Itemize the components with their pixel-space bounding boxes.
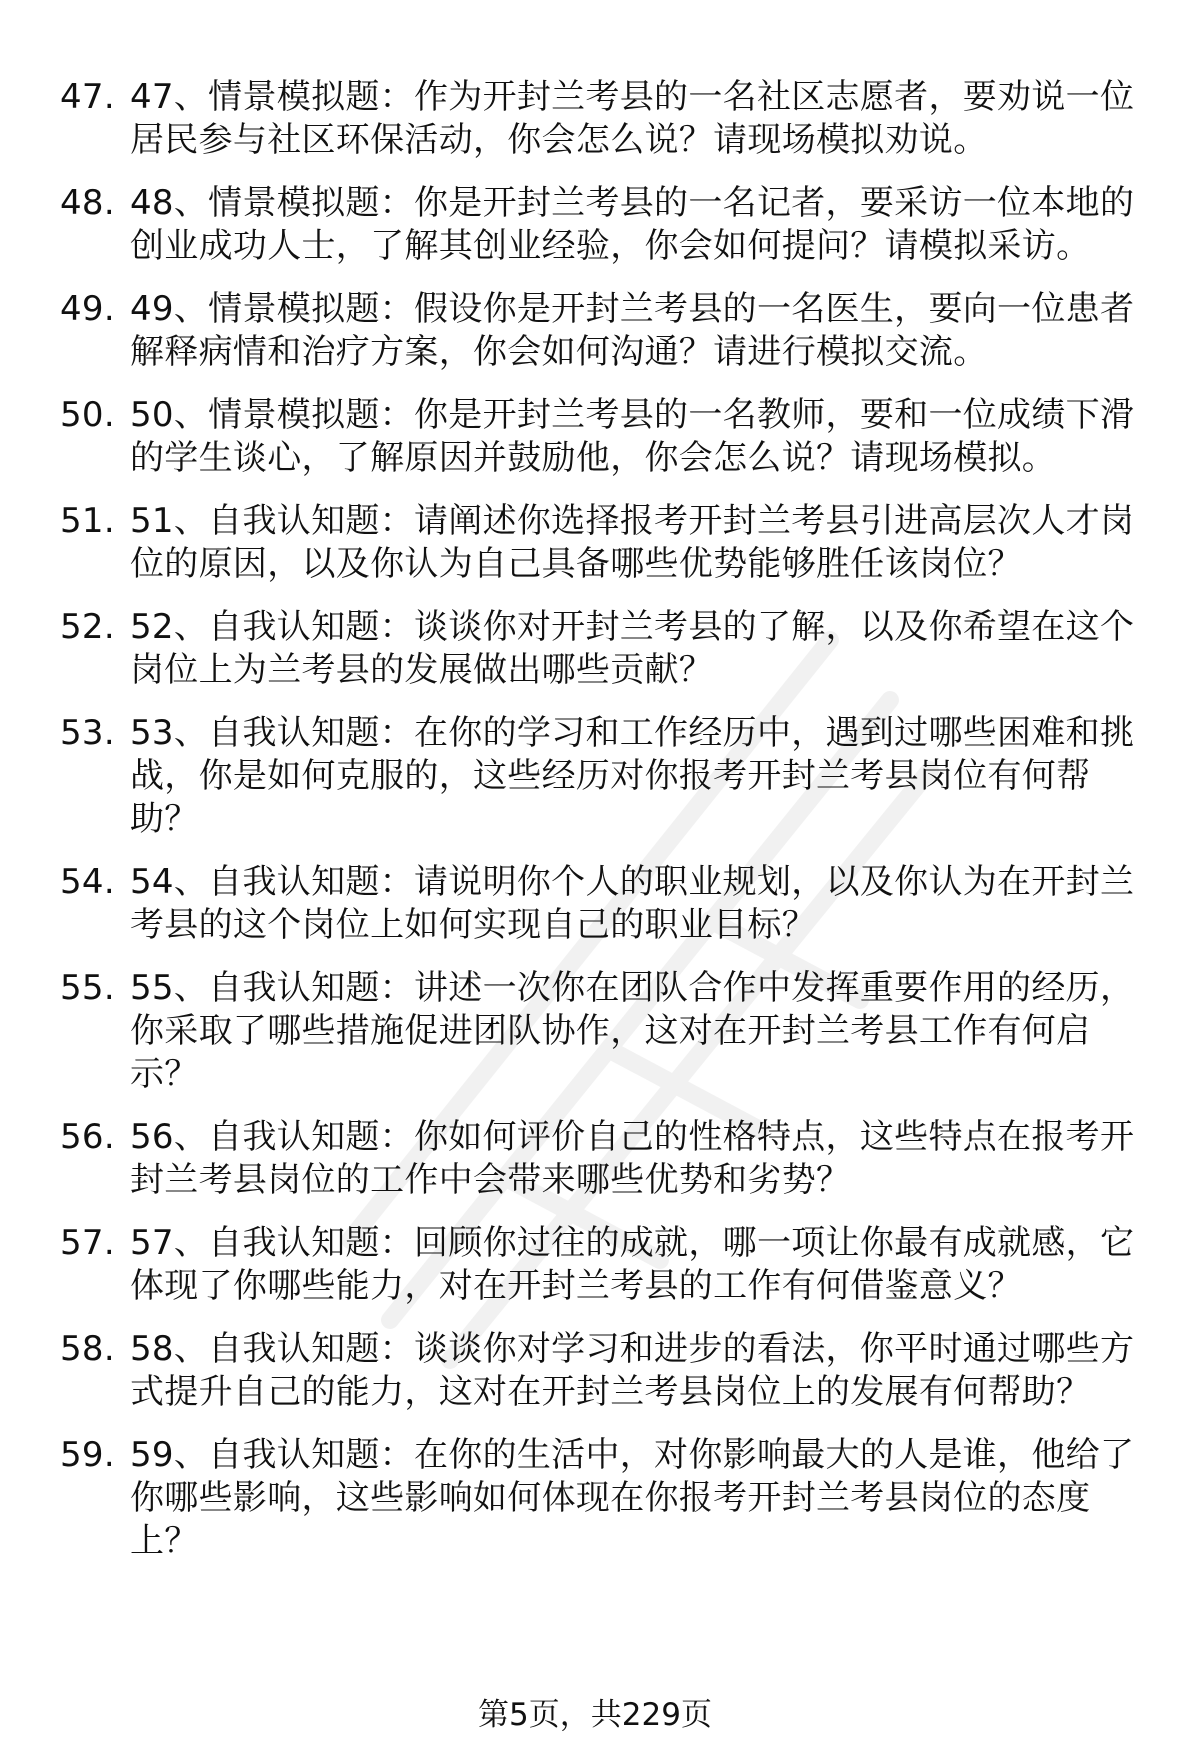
question-text: 55、自我认知题：讲述一次你在团队合作中发挥重要作用的经历，你采取了哪些措施促进团队协作，这对在开封兰考县工作有何启示？ [130, 968, 1135, 1094]
question-item [0, 394, 1190, 480]
question-item [0, 1116, 1190, 1202]
question-number: 48. [60, 183, 115, 223]
question-text: 52、自我认知题：谈谈你对开封兰考县的了解，以及你希望在这个岗位上为兰考县的发展做出哪些贡献？ [130, 607, 1135, 690]
question-number: 51. [60, 501, 115, 541]
question-text: 56、自我认知题：你如何评价自己的性格特点，这些特点在报考开封兰考县岗位的工作中会带来哪些优势和劣势？ [130, 1117, 1135, 1200]
question-text: 54、自我认知题：请说明你个人的职业规划，以及你认为在开封兰考县的这个岗位上如何实现自己的职业目标？ [130, 862, 1135, 945]
question-item [0, 861, 1190, 947]
question-item [0, 1328, 1190, 1414]
question-item [0, 76, 1190, 162]
question-item [0, 606, 1190, 692]
question-number: 56. [60, 1117, 115, 1157]
question-number: 50. [60, 395, 115, 435]
question-number: 53. [60, 713, 115, 753]
page-number-footer: 第5页，共229页 [478, 1697, 712, 1733]
question-text: 51、自我认知题：请阐述你选择报考开封兰考县引进高层次人才岗位的原因，以及你认为自己具备哪些优势能够胜任该岗位？ [130, 501, 1135, 584]
question-number: 58. [60, 1329, 115, 1369]
question-text: 49、情景模拟题：假设你是开封兰考县的一名医生，要向一位患者解释病情和治疗方案，你会如何沟通？请进行模拟交流。 [130, 289, 1135, 372]
question-item [0, 1222, 1190, 1308]
question-list [0, 76, 1190, 1583]
question-number: 52. [60, 607, 115, 647]
question-number: 57. [60, 1223, 115, 1263]
question-text: 58、自我认知题：谈谈你对学习和进步的看法，你平时通过哪些方式提升自己的能力，这对在开封兰考县岗位上的发展有何帮助？ [130, 1329, 1135, 1412]
question-item [0, 712, 1190, 841]
question-number: 54. [60, 862, 115, 902]
question-text: 50、情景模拟题：你是开封兰考县的一名教师，要和一位成绩下滑的学生谈心，了解原因并鼓励他，你会怎么说？请现场模拟。 [130, 395, 1135, 478]
question-number: 49. [60, 289, 115, 329]
question-item [0, 182, 1190, 268]
question-text: 53、自我认知题：在你的学习和工作经历中，遇到过哪些困难和挑战，你是如何克服的，这些经历对你报考开封兰考县岗位有何帮助？ [130, 713, 1135, 839]
question-text: 59、自我认知题：在你的生活中，对你影响最大的人是谁，他给了你哪些影响，这些影响如何体现在你报考开封兰考县岗位的态度上？ [130, 1435, 1135, 1561]
question-number: 59. [60, 1435, 115, 1475]
question-item [0, 1434, 1190, 1563]
question-text: 47、情景模拟题：作为开封兰考县的一名社区志愿者，要劝说一位居民参与社区环保活动，你会怎么说？请现场模拟劝说。 [130, 77, 1135, 160]
question-number: 47. [60, 77, 115, 117]
question-number: 55. [60, 968, 115, 1008]
question-item [0, 967, 1190, 1096]
question-text: 48、情景模拟题：你是开封兰考县的一名记者，要采访一位本地的创业成功人士，了解其创业经验，你会如何提问？请模拟采访。 [130, 183, 1135, 266]
question-text: 57、自我认知题：回顾你过往的成就，哪一项让你最有成就感，它体现了你哪些能力，对在开封兰考县的工作有何借鉴意义？ [130, 1223, 1135, 1306]
question-item [0, 500, 1190, 586]
question-item [0, 288, 1190, 374]
